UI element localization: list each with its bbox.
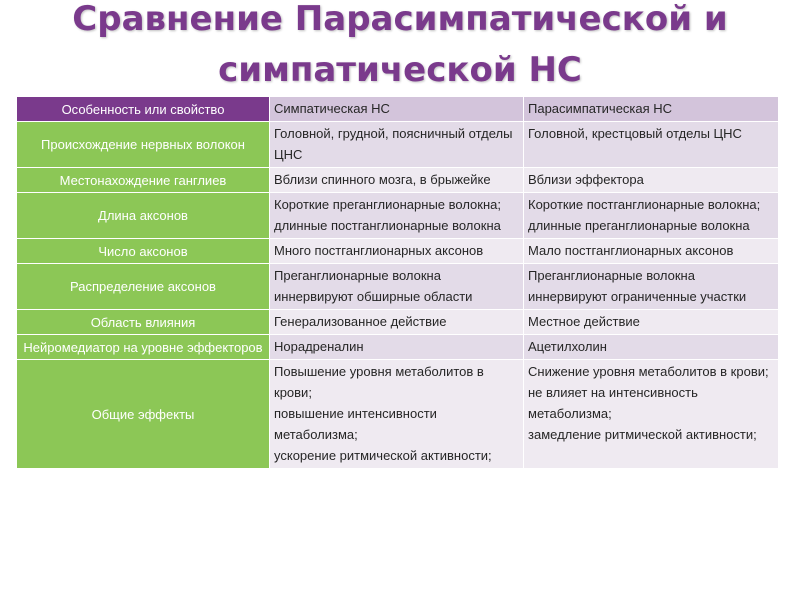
parasympathetic-text: Головной, крестцовый отделы ЦНС (528, 126, 742, 141)
sympathetic-text: Короткие преганглионарные волокна; (274, 197, 501, 212)
parasympathetic-cell (524, 335, 779, 360)
parasympathetic-cell (524, 264, 779, 310)
parasympathetic-text: не влияет на интенсивность метаболизма; (528, 385, 698, 421)
parasympathetic-text: Местное действие (528, 314, 640, 329)
comparison-table (16, 96, 779, 469)
title-line-1: Сравнение Парасимпатической и (72, 0, 728, 39)
sympathetic-cell (270, 193, 524, 239)
sympathetic-cell (270, 360, 524, 469)
header-feature: Особенность или свойство (17, 97, 270, 122)
parasympathetic-text: Снижение уровня метаболитов в крови; (528, 364, 769, 379)
table-row (17, 168, 779, 193)
sympathetic-cell (270, 239, 524, 264)
parasympathetic-text: Преганглионарные волокна иннервируют ограниченные участки (528, 268, 747, 304)
header-parasympathetic: Парасимпатическая НС (524, 97, 779, 122)
table-row (17, 193, 779, 239)
sympathetic-text: Повышение уровня метаболитов в крови; (274, 364, 484, 400)
sympathetic-text: ускорение ритмической активности; (274, 448, 492, 463)
sympathetic-text: длинные постганглионарные волокна (274, 218, 501, 233)
sympathetic-cell (270, 122, 524, 168)
table-row (17, 122, 779, 168)
table-row (17, 264, 779, 310)
parasympathetic-text: замедление ритмической активности; (528, 427, 757, 442)
feature-cell: Нейромедиатор на уровне эффекторов (17, 335, 270, 360)
feature-cell: Происхождение нервных волокон (17, 122, 270, 168)
table-row (17, 310, 779, 335)
table-row (17, 360, 779, 469)
feature-cell: Общие эффекты (17, 360, 270, 469)
title-line-2: симпатической НС (218, 50, 582, 90)
table-header-row (17, 97, 779, 122)
table-row (17, 335, 779, 360)
sympathetic-text: Генерализованное действие (274, 314, 447, 329)
sympathetic-cell (270, 335, 524, 360)
sympathetic-cell (270, 310, 524, 335)
sympathetic-text: повышение интенсивности метаболизма; (274, 406, 437, 442)
parasympathetic-cell (524, 239, 779, 264)
parasympathetic-text: Ацетилхолин (528, 339, 607, 354)
sympathetic-text: Норадреналин (274, 339, 364, 354)
feature-cell: Длина аксонов (17, 193, 270, 239)
slide-title (0, 0, 800, 94)
parasympathetic-text: Вблизи эффектора (528, 172, 644, 187)
sympathetic-text: Вблизи спинного мозга, в брыжейке (274, 172, 491, 187)
sympathetic-cell (270, 168, 524, 193)
parasympathetic-text: длинные преганглионарные волокна (528, 218, 750, 233)
sympathetic-text: Много постганглионарных аксонов (274, 243, 484, 258)
parasympathetic-cell (524, 310, 779, 335)
parasympathetic-text: Мало постганглионарных аксонов (528, 243, 734, 258)
feature-cell: Распределение аксонов (17, 264, 270, 310)
parasympathetic-cell (524, 193, 779, 239)
parasympathetic-cell (524, 168, 779, 193)
sympathetic-text: Головной, грудной, поясничный отделы ЦНС (274, 126, 513, 162)
feature-cell: Число аксонов (17, 239, 270, 264)
parasympathetic-cell (524, 122, 779, 168)
parasympathetic-text: Короткие постганглионарные волокна; (528, 197, 761, 212)
header-sympathetic: Симпатическая НС (270, 97, 524, 122)
feature-cell: Местонахождение ганглиев (17, 168, 270, 193)
sympathetic-cell (270, 264, 524, 310)
parasympathetic-cell (524, 360, 779, 469)
sympathetic-text: Преганглионарные волокна иннервируют обширные области (274, 268, 473, 304)
table-row (17, 239, 779, 264)
feature-cell: Область влияния (17, 310, 270, 335)
